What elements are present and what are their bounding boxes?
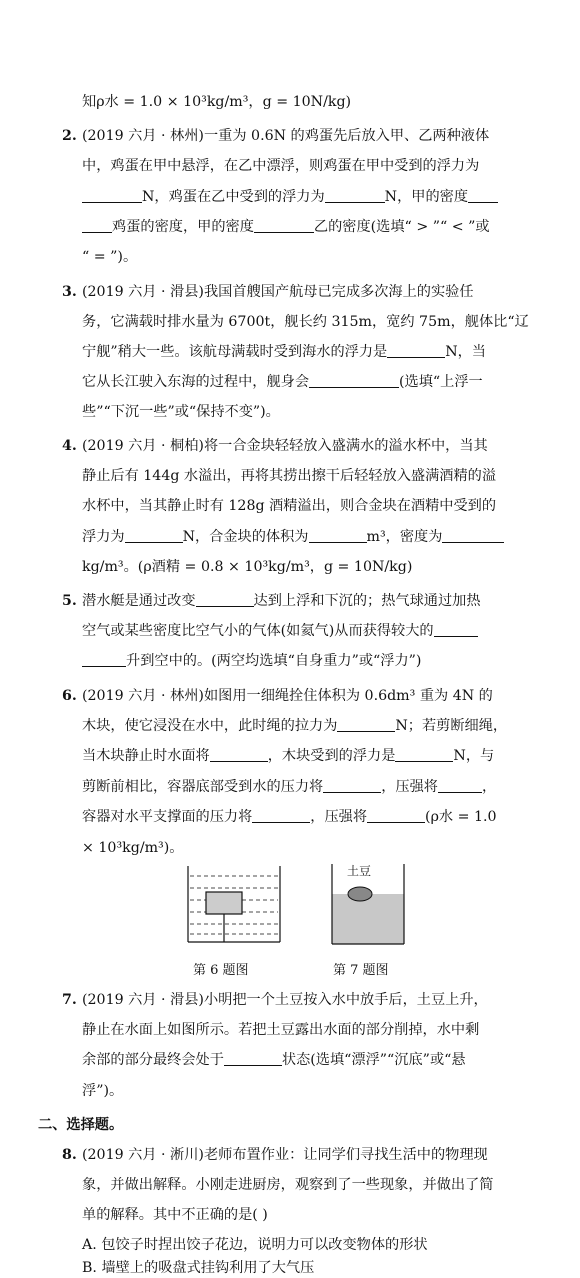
text-line: 升到空中的。(两空均选填“自身重力”或“浮力”)	[82, 651, 421, 671]
text-line: 知ρ水 = 1.0 × 10³kg/m³，g = 10N/kg)	[82, 94, 352, 110]
text-line: (2019 六月 · 滑县)我国首艘国产航母已完成多次海上的实验任	[82, 284, 474, 300]
question-number: 7.	[62, 992, 77, 1008]
text-line: 潜水艇是通过改变 达到上浮和下沉的；热气球通过加热	[82, 593, 481, 609]
question-number: 4.	[62, 438, 77, 454]
option-b[interactable]: B. 墙壁上的吸盘式挂钩利用了大气压	[82, 1260, 315, 1276]
question-number: 5.	[62, 593, 77, 609]
text-line: (2019 六月 · 滑县)小明把一个土豆按入水中放手后，土豆上升，	[82, 992, 488, 1008]
text-line: kg/m³。(ρ酒精 = 0.8 × 10³kg/m³，g = 10N/kg)	[82, 559, 413, 575]
potato-icon	[348, 887, 372, 901]
text-line: “ = ”)。	[82, 249, 138, 265]
answer-blank[interactable]	[438, 778, 482, 793]
text-line: 木块，使它浸没在水中，此时绳的拉力为 N；若剪断细绳，	[82, 718, 508, 734]
answer-blank[interactable]	[210, 747, 268, 762]
answer-blank[interactable]	[325, 188, 385, 203]
text-line: (2019 六月 · 桐柏)将一合金块轻轻放入盛满水的溢水杯中，当其	[82, 438, 488, 454]
text-line: 单的解释。其中不正确的是( )	[82, 1207, 268, 1223]
question-number: 3.	[62, 284, 77, 300]
text-line: 静止后有 144g 水溢出，再将其捞出擦干后轻轻放入盛满酒精的溢	[82, 468, 497, 484]
text-line: (2019 六月 · 林州)一重为 0.6N 的鸡蛋先后放入甲、乙两种液体	[82, 128, 490, 144]
answer-blank[interactable]	[309, 528, 367, 543]
option-a[interactable]: A. 包饺子时捏出饺子花边，说明力可以改变物体的形状	[82, 1237, 428, 1253]
text-line: 务，它满载时排水量为 6700t，舰长约 315m，宽约 75m，舰体比“辽	[82, 314, 529, 330]
text-line: 容器对水平支撑面的压力将 ，压强将 (ρ水 = 1.0	[82, 809, 497, 825]
text-line: 剪断前相比，容器底部受到水的压力将 ，压强将 ，	[82, 779, 497, 795]
figure-6-caption: 第 6 题图	[193, 963, 249, 978]
text-line: 鸡蛋的密度，甲的密度 乙的密度(选填“ > ”“ < ”或	[82, 217, 490, 237]
question-number: 6.	[62, 688, 77, 704]
figure-7-caption: 第 7 题图	[333, 963, 389, 978]
answer-blank[interactable]	[387, 343, 445, 358]
text-line: 浮”)。	[82, 1083, 124, 1099]
wooden-block	[206, 892, 242, 914]
text-line: 宁舰”稍大一些。该航母满载时受到海水的浮力是 N，当	[82, 344, 486, 360]
potato-label: 土豆	[347, 864, 372, 878]
text-line: 象，并做出解释。小刚走进厨房，观察到了一些现象，并做出了简	[82, 1177, 494, 1193]
answer-blank[interactable]	[82, 218, 112, 233]
text-line: 空气或某些密度比空气小的气体(如氦气)从而获得较大的	[82, 621, 478, 641]
text-line: 余部的部分最终会处于 状态(选填“漂浮”“沉底”或“悬	[82, 1052, 466, 1068]
question-number: 2.	[62, 128, 77, 144]
answer-blank[interactable]	[395, 747, 453, 762]
answer-blank[interactable]	[442, 528, 504, 543]
question-number: 8.	[62, 1147, 77, 1163]
section-heading: 二、选择题。	[38, 1117, 124, 1133]
answer-blank[interactable]	[468, 188, 498, 203]
answer-blank[interactable]	[309, 373, 399, 388]
answer-blank[interactable]	[224, 1051, 282, 1066]
answer-blank[interactable]	[323, 778, 381, 793]
text-line: (2019 六月 · 林州)如图用一细绳拴住体积为 0.6dm³ 重为 4N 的	[82, 688, 493, 704]
answer-blank[interactable]	[434, 622, 478, 637]
text-line: × 10³kg/m³)。	[82, 840, 184, 856]
answer-blank[interactable]	[252, 808, 310, 823]
text-line: (2019 六月 · 淅川)老师布置作业：让同学们寻找生活中的物理现	[82, 1147, 488, 1163]
text-line: 它从长江驶入东海的过程中，舰身会 (选填“上浮一	[82, 374, 483, 390]
figure-6-container	[186, 866, 282, 944]
text-line: 浮力为 N，合金块的体积为 m³，密度为	[82, 527, 504, 547]
answer-blank[interactable]	[196, 592, 254, 607]
answer-blank[interactable]	[82, 652, 126, 667]
text-line: N，鸡蛋在乙中受到的浮力为 N，甲的密度	[82, 187, 498, 207]
answer-blank[interactable]	[254, 218, 314, 233]
answer-blank[interactable]	[337, 717, 395, 732]
text-line: 水杯中，当其静止时有 128g 酒精溢出，则合金块在酒精中受到的	[82, 498, 497, 514]
answer-blank[interactable]	[82, 188, 142, 203]
text-line: 当木块静止时水面将 ，木块受到的浮力是 N，与	[82, 748, 495, 764]
text-line: 中，鸡蛋在甲中悬浮，在乙中漂浮，则鸡蛋在甲中受到的浮力为	[82, 158, 480, 174]
text-line: 静止在水面上如图所示。若把土豆露出水面的部分削掉，水中剩	[82, 1022, 480, 1038]
answer-blank[interactable]	[125, 528, 183, 543]
answer-blank[interactable]	[367, 808, 425, 823]
text-line: 些”“下沉一些”或“保持不变”)。	[82, 404, 280, 420]
